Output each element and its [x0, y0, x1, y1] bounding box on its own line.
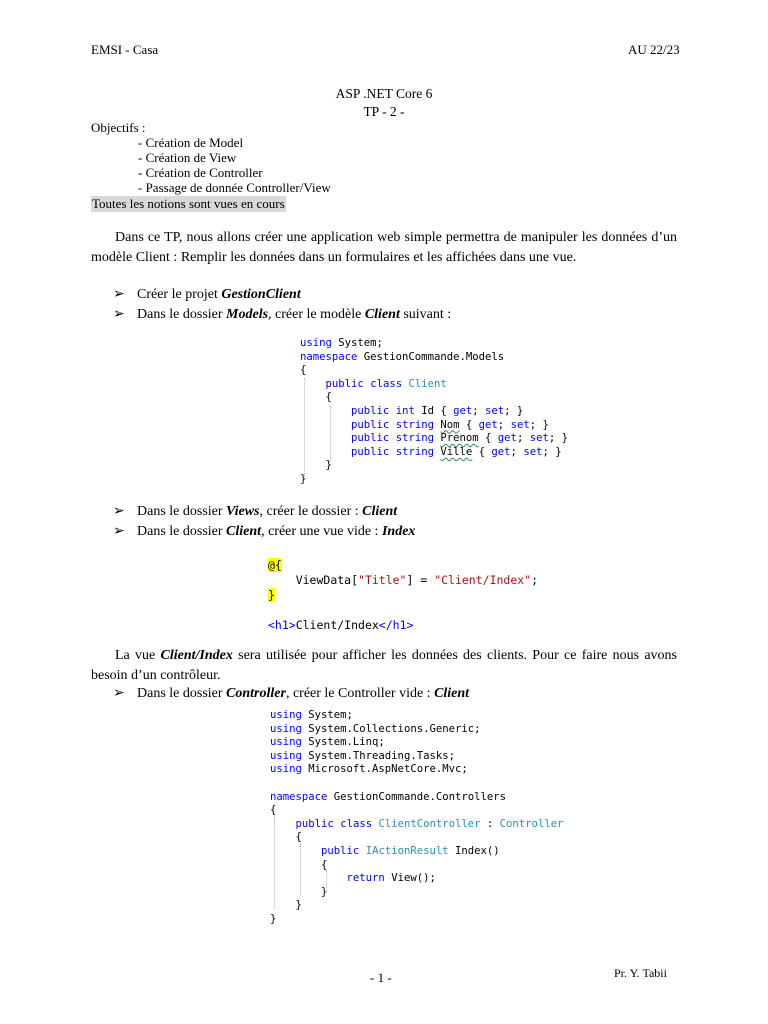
- header-right: AU 22/23: [628, 42, 680, 57]
- header-left: EMSI - Casa: [91, 42, 159, 57]
- arrow-bullet-icon: ➢: [113, 686, 125, 701]
- indent-guide: [326, 870, 327, 892]
- doc-title: ASP .NET Core 6: [335, 86, 433, 101]
- arrow-bullet-icon: ➢: [113, 307, 125, 322]
- indent-guide: [274, 816, 275, 908]
- objectives-label: Objectifs :: [91, 120, 146, 135]
- step-views: ➢ Dans le dossier Views, créer le dossier : Client: [113, 504, 398, 519]
- code-controller: using System; using System.Collections.Generic; using System.Linq; using System.Threading.Tasks; using Microsoft.AspNetCore.Mvc; namespace GestionCommande.Controllers { public class ClientController : Controller { public IActionResult Index() { return View(); } } }: [270, 709, 564, 925]
- step-controller: ➢ Dans le dossier Controller, créer le Controller vide : Client: [113, 686, 470, 701]
- doc-subtitle: TP - 2 -: [363, 104, 405, 119]
- paragraph-controller-intro: La vue Client/Index sera utilisée pour afficher les données des clients. Pour ce faire nous avons besoin d’un contrôleur.: [91, 648, 677, 683]
- code-view: @{ ViewData["Title"] = "Client/Index"; } <h1>Client/Index</h1>: [268, 558, 539, 632]
- indent-guide: [304, 378, 305, 476]
- arrow-bullet-icon: ➢: [113, 287, 125, 302]
- step-create-project: ➢ Créer le projet GestionClient: [113, 287, 301, 302]
- step-client-view: ➢ Dans le dossier Client, créer une vue vide : Index: [113, 524, 416, 539]
- page-number: - 1 -: [370, 970, 392, 985]
- arrow-bullet-icon: ➢: [113, 504, 125, 519]
- footer-author: Pr. Y. Tabii: [614, 966, 667, 980]
- arrow-bullet-icon: ➢: [113, 524, 125, 539]
- intro-paragraph: Dans ce TP, nous allons créer une application web simple permettra de manipuler les données d’un modèle Client : Remplir les données dans un formulaires et les affichées dans une vue.: [91, 230, 677, 265]
- step-models: ➢ Dans le dossier Models, créer le modèle Client suivant :: [113, 307, 452, 322]
- objective-item: - Création de Controller: [138, 165, 263, 180]
- indent-guide: [300, 843, 301, 895]
- code-model: using System; namespace GestionCommande.Models { public class Client { public int Id { get; set; } public string Nom { get; set; } public string Prenom { get; set; } public string Ville { get; set; } } }: [300, 337, 568, 485]
- objective-item: - Passage de donnée Controller/View: [138, 180, 331, 195]
- objective-item: - Création de Model: [138, 135, 244, 150]
- objective-item: - Création de View: [138, 150, 237, 165]
- indent-guide: [330, 406, 331, 462]
- note-highlight: Toutes les notions sont vues en cours: [92, 196, 285, 211]
